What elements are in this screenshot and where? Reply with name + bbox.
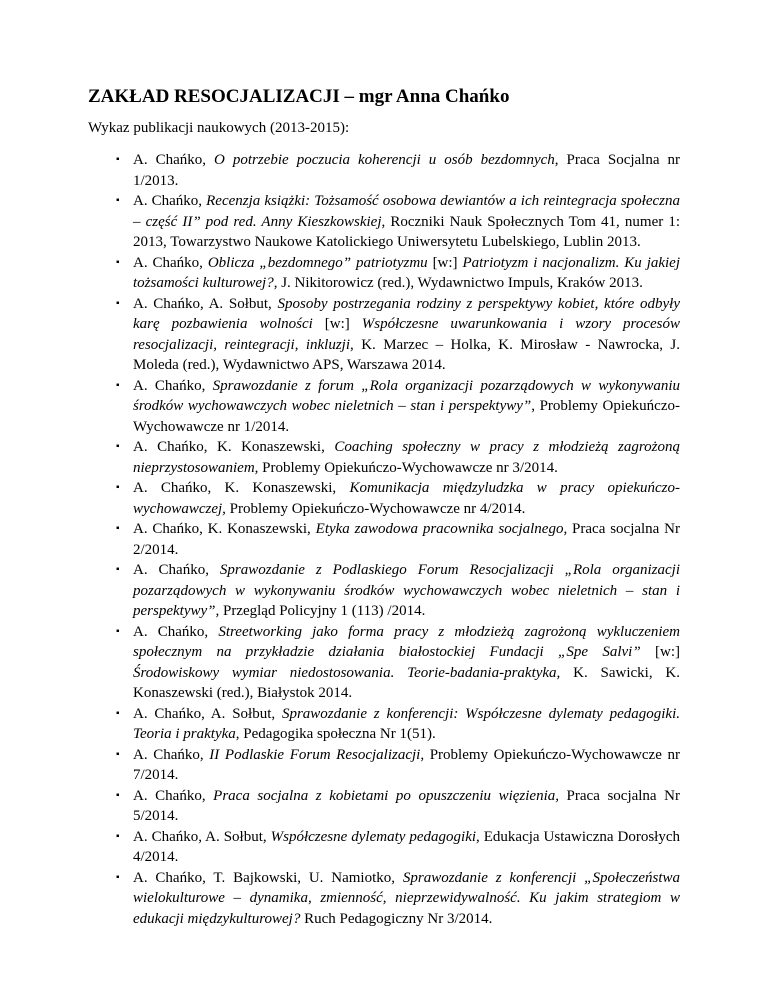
publication-details: Praca socjalna Nr 5/2014. [133,787,680,824]
publication-details: K. Sawicki, K. Konaszewski (red.), Białystok 2014. [133,664,680,701]
publication-details: , Roczniki Nauk Społecznych Tom 41, numer 1: 2013, Towarzystwo Naukowe Katolickiego Uniwersytetu Lubelskiego, Lublin 2013. [133,213,681,250]
publication-item [88,294,680,376]
publication-title: Sprawozdanie z Podlaskiego Forum Resocjalizacji „Rola organizacji pozarządowych w wykonywaniu środków wychowawczych wobec nieletnich – stan i perspektywy”, [133,562,681,619]
publication-in-marker: [w:] [312,316,362,332]
bullet-icon: ▪ [116,195,120,206]
publication-in-marker: [w:] [640,644,680,660]
publication-authors: A. Chańko, [133,193,203,209]
publication-title: Sprawozdanie z konferencji: Współczesne dylematy pedagogiki. Teoria i praktyka [133,705,680,742]
publication-title: Oblicza „bezdomnego” patriotyzmu [207,254,428,271]
bullet-icon: ▪ [116,789,120,801]
publication-item [88,704,680,745]
publication-item [88,868,680,930]
publication-details: Ruch Pedagogiczny Nr 3/2014. [300,910,493,927]
publication-authors: A. Chańko, T. Bajkowski, U. Namiotko, [133,869,396,886]
bullet-icon: ▪ [116,748,120,760]
publication-title: Etyka zawodowa pracownika socjalnego [315,521,564,537]
publication-authors: A. Chańko, [133,746,204,763]
publication-item [88,560,680,622]
publication-title: Streetworking jako forma pracy z młodzieżą zagrożoną wykluczeniem społecznym na przykładzie działania białostockiej Fundacji „Spe Salvi” [133,623,681,660]
publication-details: Problemy Opiekuńczo-Wychowawcze nr 4/2014. [225,500,526,517]
publication-title: Współczesne dylematy pedagogiki [270,828,477,845]
publication-authors: A. Chańko, [133,254,203,271]
bullet-icon: ▪ [116,441,120,452]
publication-title: Komunikacja międzyludzka w pracy opiekuńczo-wychowawczej, [133,480,680,517]
publication-authors: A. Chańko, A. Sołbut, [133,828,267,845]
bullet-icon: ▪ [116,379,120,391]
publication-item [88,478,680,519]
publication-list [88,150,680,929]
publication-item [88,745,680,786]
publication-details: , Pedagogika społeczna Nr 1(51). [235,726,436,742]
publication-title: Sprawozdanie z konferencji „Społeczeństwa wielokulturowe – dynamika, zmienność, nieprzewidywalność. Ku jakim strategiom w edukacji międzykulturowej? [133,869,681,927]
publication-authors: A. Chańko, K. Konaszewski, [133,439,325,455]
publication-title: Praca socjalna z kobietami po opuszczeniu więzienia, [213,787,559,804]
publication-item [88,191,680,253]
publication-in-marker: [w:] [427,254,463,271]
bullet-icon: ▪ [116,523,120,534]
publication-details: Problemy Opiekuńczo-Wychowawcze nr 3/2014. [258,459,558,476]
publication-authors: A. Chańko, [133,152,207,168]
publication-authors: A. Chańko, K. Konaszewski, [133,521,311,537]
publication-item [88,519,680,560]
publication-title: II Podlaskie Forum Resocjalizacji, [209,746,425,763]
publication-details: , K. Marzec – Holka, K. Mirosław - Nawrocka, J. Moleda (red.), Wydawnictwo APS, Warszawa 2014. [133,336,680,373]
publication-details: , J. Nikitorowicz (red.), Wydawnictwo Impuls, Kraków 2013. [273,275,643,291]
bullet-icon: ▪ [116,482,120,493]
publication-item [88,253,680,294]
publication-title: O potrzebie poczucia koherencji u osób bezdomnych [214,152,555,168]
publication-authors: A. Chańko, [133,377,206,394]
publication-source: Środowiskowy wymiar niedostosowania. Teorie-badania-praktyka, [133,664,561,681]
publication-authors: A. Chańko, A. Sołbut, [133,705,276,722]
publication-item [88,786,680,827]
bullet-icon: ▪ [116,297,120,309]
publication-details: , Praca socjalna Nr 2/2014. [133,521,681,558]
bullet-icon: ▪ [116,871,120,883]
intro-text: Wykaz publikacji naukowych (2013-2015): [88,120,350,136]
publication-authors: A. Chańko, K. Konaszewski, [133,480,337,496]
publication-item [88,150,680,191]
publication-authors: A. Chańko, [133,787,206,804]
bullet-icon: ▪ [116,256,120,268]
publication-authors: A. Chańko, [133,623,209,640]
bullet-icon: ▪ [116,830,120,842]
publication-title: Sprawozdanie z forum „Rola organizacji pozarządowych w wykonywaniu środków wychowawczych wobec nieletnich – stan i perspektywy” [133,377,681,414]
publication-item [88,376,680,438]
publication-details: , Edukacja Ustawiczna Dorosłych 4/2014. [133,828,680,865]
bullet-icon: ▪ [116,707,120,719]
bullet-icon: ▪ [116,625,120,637]
publication-authors: A. Chańko, A. Sołbut, [133,295,272,312]
publication-item [88,827,680,868]
publication-details: Problemy Opiekuńczo-Wychowawcze nr 7/2014. [133,746,680,783]
publication-title: Recenzja książki: Tożsamość osobowa dewiantów a ich reintegracja społeczna – część II” pod red. Anny Kieszkowskiej [133,193,681,230]
page-title: ZAKŁAD RESOCJALIZACJI – mgr Anna Chańko [88,86,510,107]
publication-details: , Problemy Opiekuńczo-Wychowawcze nr 1/2014. [133,398,680,435]
publication-authors: A. Chańko, [133,562,209,578]
publication-item [88,437,680,478]
publication-details: Przegląd Policyjny 1 (113) /2014. [219,603,426,619]
bullet-icon: ▪ [116,564,120,575]
bullet-icon: ▪ [116,154,120,165]
publication-source: Patriotyzm i nacjonalizm. Ku jakiej tożsamości kulturowej? [133,254,681,291]
publication-item [88,622,680,704]
publication-title: Sposoby postrzegania rodziny z perspektywy kobiet, które odbyły karę pozbawienia wolności [133,295,680,332]
publication-source: Współczesne uwarunkowania i wzory procesów resocjalizacji, reintegracji, inkluzji [133,316,680,353]
publication-details: , Praca Socjalna nr 1/2013. [133,152,681,189]
publication-title: Coaching społeczny w pracy z młodzieżą zagrożoną nieprzystosowaniem, [133,439,681,476]
